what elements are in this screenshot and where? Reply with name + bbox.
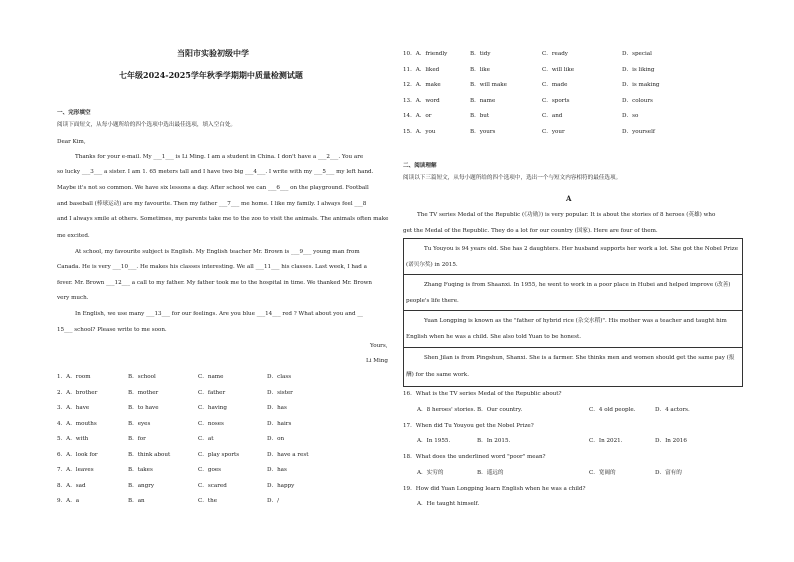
section2-instruction: 阅读以下三篇短文，从每小题所给的四个选项中，选出一个与短文内容相符的最佳选项。: [403, 175, 622, 181]
signoff-name: Li Ming: [366, 358, 388, 364]
hero-text: Tu Youyou is 94 years old. She has 2 daughters. Her husband supports her work a lot. She got the Nobel Prize: [424, 246, 739, 252]
option-c: C．made: [542, 82, 568, 88]
option-d: D．is liking: [622, 66, 655, 73]
option-c: C．at: [198, 436, 214, 442]
option-d: D．has: [267, 467, 287, 473]
question-option-c: C．4 old people.: [589, 407, 636, 413]
option-d: D．have a rest: [267, 451, 309, 458]
question-option-a: A．In 1955.: [417, 438, 451, 444]
option-c: C．will like: [542, 66, 575, 73]
option-c: C．noses: [198, 420, 224, 427]
question-option-b: B．Our country.: [477, 407, 523, 413]
school-name: 当阳市实验初级中学: [177, 48, 249, 58]
question-option-c: C．宽阔的: [589, 470, 616, 476]
option-b: B．eyes: [128, 420, 151, 427]
hero-text: Yuan Longping is known as the "father of hybrid rice (杂交水稻)". His mother was a teacher and taught him: [424, 318, 727, 324]
hero-text: Zhang Fuqing is from Shaanxi. In 1955, he went to work in a poor place in Hubei and helped improve (改善): [424, 282, 731, 288]
option-c: C．and: [542, 113, 563, 119]
question-text: 19．How did Yuan Longping learn English when he was a child?: [403, 486, 586, 492]
passage-intro: get the Medal of the Republic. They do a lot for our country (国家). Here are four of them.: [403, 228, 658, 234]
option-a: 5．A．with: [57, 436, 89, 442]
option-a: 4．A．mouths: [57, 420, 97, 427]
section1-heading: 一、完形填空: [57, 110, 91, 116]
option-d: D．is making: [622, 82, 660, 88]
question-option-a: A．8 heroes' stories.: [417, 407, 476, 413]
question-text: 17．When did Tu Youyou get the Nobel Prize?: [403, 423, 534, 429]
question-option-c: C．In 2021.: [589, 438, 623, 444]
option-c: C．scared: [198, 482, 227, 489]
option-b: B．mother: [128, 389, 159, 396]
hero-text: 酬) for the same work.: [406, 372, 469, 378]
question-text: 18．What does the underlined word "poor" mean?: [403, 454, 546, 460]
question-option-d: D．4 actors.: [655, 407, 690, 413]
option-a: 3．A．have: [57, 405, 90, 411]
option-a: 6．A．look for: [57, 451, 98, 458]
hero-text: (诺贝尔奖) in 2015.: [406, 262, 458, 268]
passage-line: and baseball (棒球运动) are my favourite. Then my father ___7___ me home. I like my family. I always feel ___8: [57, 201, 367, 207]
option-a: 14．A．or: [403, 113, 432, 119]
exam-title: 七年级2024-2025学年秋季学期期中质量检测试题: [119, 70, 303, 80]
option-c: C．name: [198, 374, 224, 380]
question-option-b: B．遥远的: [477, 470, 504, 476]
option-d: D．on: [267, 436, 285, 442]
hero-text: Shen Jilan is from Pingshun, Shanxi. She is a farmer. She thinks men and women should get the same pay (报: [424, 355, 735, 361]
passage-line: Canada. He is very ___10___. He makes his classes interesting. We all ___11___ his classes. Last week, I had a: [57, 264, 367, 270]
option-b: B．tidy: [470, 51, 491, 57]
option-a: 13．A．word: [403, 97, 440, 104]
option-a: 7．A．leaves: [57, 467, 94, 473]
hero-row: [404, 239, 742, 275]
passage-line: Thanks for your e-mail. My ___1___ is Li Ming. I am a student in China. I don't have a ___2___. You are: [75, 154, 364, 160]
question-option-a: A．He taught himself.: [417, 501, 480, 507]
hero-row: [404, 348, 742, 385]
option-c: C．goes: [198, 467, 222, 473]
option-b: B．will make: [470, 82, 507, 88]
option-d: D．yourself: [622, 128, 655, 135]
option-c: C．play sports: [198, 451, 240, 458]
option-a: 12．A．make: [403, 82, 441, 88]
option-c: C．your: [542, 128, 565, 135]
option-a: 15．A．you: [403, 128, 436, 135]
option-d: D．hairs: [267, 420, 292, 427]
question-option-d: D．富有的: [655, 470, 682, 476]
passage-line: In English, we use many ___13___ for our feelings. Are you blue ___14___ red ? What about you and __: [75, 311, 363, 317]
question-option-d: D．In 2016: [655, 438, 687, 444]
passage-line: me excited.: [57, 233, 90, 239]
passage-line: Maybe it's not so common. We have six lessons a day. After school we can ___6___ on the playground. Football: [57, 185, 369, 191]
option-b: B．to have: [128, 405, 159, 411]
option-b: B．but: [470, 113, 490, 119]
passage-label: A: [566, 194, 572, 203]
option-b: B．takes: [128, 467, 153, 473]
passage-line: very much.: [57, 295, 89, 301]
option-d: D．so: [622, 113, 639, 119]
passage-line: and I always smile at others. Sometimes, my parents take me to the zoo to visit the animals. The animals often make: [57, 216, 389, 222]
option-d: D．sister: [267, 389, 293, 396]
option-d: D．/: [267, 498, 279, 504]
hero-text: people's life there.: [406, 298, 459, 304]
passage-line: so lucky ___3___ a sister. I am 1. 65 meters tall and I have two big ___4___. I write with my ___5___ my left hand.: [57, 169, 374, 175]
option-b: B．an: [128, 498, 145, 504]
option-b: B．like: [470, 66, 490, 73]
heroes-box: [403, 238, 743, 387]
option-c: C．having: [198, 405, 227, 411]
option-b: B．angry: [128, 482, 155, 489]
option-d: D．class: [267, 374, 292, 380]
option-b: B．think about: [128, 451, 171, 458]
option-b: B．yours: [470, 128, 496, 135]
question-text: 16．What is the TV series Medal of the Republic about?: [403, 391, 562, 397]
option-b: B．for: [128, 436, 146, 442]
hero-row: [404, 275, 742, 311]
passage-intro: The TV series Medal of the Republic (《功勋》) is very popular. It is about the stories of 8 heroes (英雄) who: [417, 212, 716, 218]
option-d: D．special: [622, 51, 652, 57]
option-c: C．the: [198, 498, 218, 504]
passage-line: 15___ school? Please write to me soon.: [57, 327, 167, 333]
section1-instruction: 阅读下面短文，从每小题所给的四个选项中选出最佳选项，填入空白处。: [57, 122, 237, 128]
option-c: C．ready: [542, 51, 568, 57]
passage-line: fever. Mr. Brown ___12___ a call to my father. My father took me to the hospital in time. We thanked Mr. Brown: [57, 280, 372, 286]
hero-text: English when he was a child. She also told Yuan to be honest.: [406, 334, 581, 340]
option-a: 1．A．room: [57, 374, 91, 380]
greeting: Dear Kim,: [57, 139, 86, 145]
option-a: 2．A．brother: [57, 389, 98, 396]
option-c: C．sports: [542, 97, 570, 104]
passage-line: At school, my favourite subject is English. My English teacher Mr. Brown is ___9___ young man from: [75, 249, 360, 255]
option-d: D．colours: [622, 97, 653, 104]
signoff-yours: Yours,: [370, 343, 388, 349]
option-a: 8．A．sad: [57, 482, 86, 489]
section2-heading: 二、阅读理解: [403, 163, 437, 169]
option-c: C．father: [198, 389, 226, 396]
option-a: 9．A．a: [57, 498, 80, 504]
question-option-a: A．实穷的: [417, 470, 444, 476]
hero-row: [404, 311, 742, 348]
option-a: 11．A．liked: [403, 66, 440, 73]
option-d: D．has: [267, 405, 287, 411]
option-b: B．school: [128, 374, 156, 380]
option-b: B．name: [470, 97, 496, 104]
option-a: 10．A．friendly: [403, 51, 448, 57]
option-d: D．happy: [267, 482, 295, 489]
question-option-b: B．In 2015.: [477, 438, 511, 444]
